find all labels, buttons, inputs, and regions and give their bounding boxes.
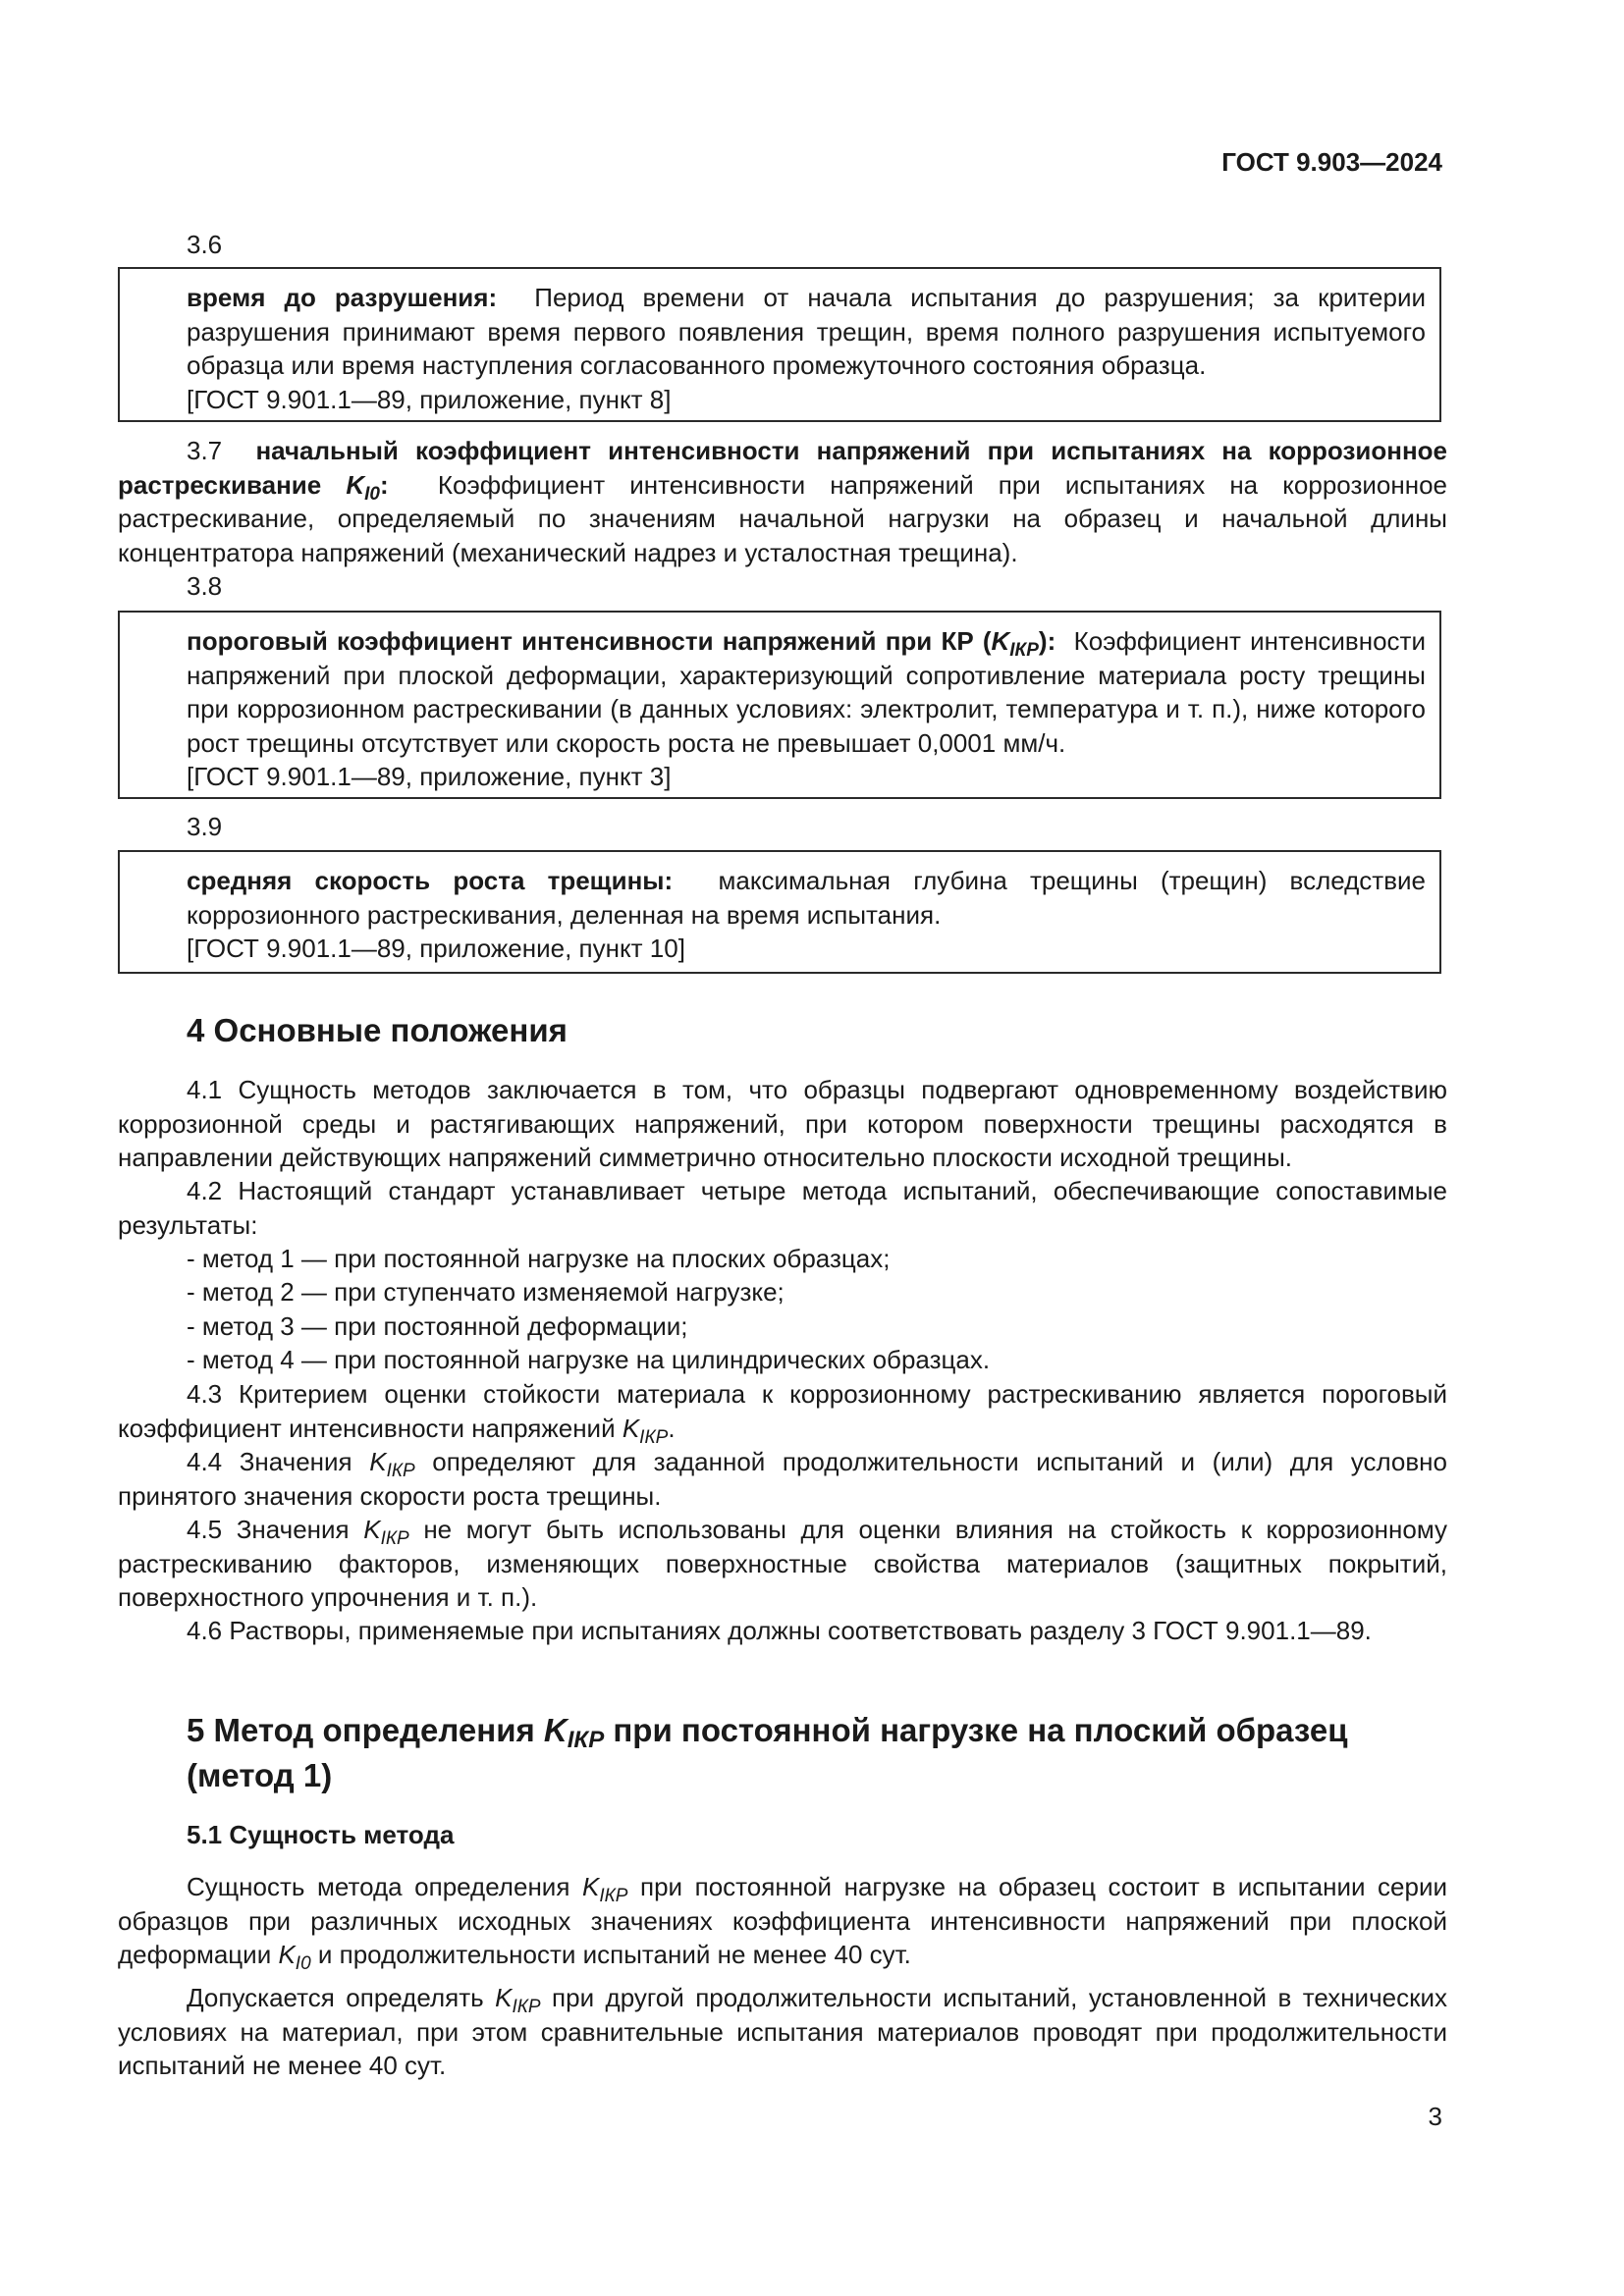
term-def-3-6: Период времени от начала испытания до разрушения; за критерии разрушения принимают время первого появления трещин, время полного разрушения испытуемого образца или время наступления согласованного промежуточного состояния образца.	[187, 283, 1427, 380]
definition-box-3-9	[118, 850, 1441, 974]
term-3-9: средняя скорость роста трещины:	[187, 866, 674, 895]
list-item: - метод 1 — при постоянной нагрузке на плоских образцах;	[187, 1244, 891, 1273]
paragraph-4-5: 4.5 Значения $K_{IКР}$ не могут быть использованы для оценки влияния на стойкость к коррозионному растрескиванию факторов, изменяющих поверхностные свойства материалов (защитных покрытий, поверхностного упрочнения и т. п.).	[118, 1515, 1447, 1612]
paragraph-4-3: 4.3 Критерием оценки стойкости материала к коррозионному растрескиванию является пороговый коэффициент интенсивности напряжений $K_{IКР}$.	[118, 1379, 1447, 1448]
reference-3-6: [ГОСТ 9.901.1—89, приложение, пункт 8]	[187, 384, 672, 414]
page-number: 3	[1428, 2102, 1442, 2131]
definition-3-7	[118, 434, 1447, 569]
term-def-3-9: максимальная глубина трещины (трещин) вследствие коррозионного растрескивания, деленная на время испытания.	[187, 866, 1427, 930]
clause-number-3-9: 3.9	[187, 812, 223, 841]
paragraph-5-1-b: Допускается определять $K_{IКР}$ при другой продолжительности испытаний, установленной в технических условиях на материал, при этом сравнительные испытания материалов проводят при продолжительности испытаний не менее 40 сут.	[118, 1983, 1447, 2080]
paragraph-4-6: 4.6 Растворы, применяемые при испытаниях должны соответствовать разделу 3 ГОСТ 9.901.1—89.	[187, 1616, 1372, 1645]
term-def-3-7: Коэффициент интенсивности напряжений при испытаниях на коррозионное растрескивание, определяемый по значениям начальной нагрузки на образец и начальной длины концентратора напряжений (механический надрез и усталостная трещина).	[118, 469, 1447, 567]
list-item: - метод 2 — при ступенчато изменяемой нагрузке;	[187, 1277, 785, 1307]
term-3-6: время до разрушения:	[187, 283, 498, 312]
document-header: ГОСТ 9.903—2024	[1221, 147, 1442, 177]
term-3-8: пороговый коэффициент интенсивности напряжений при КР $(K_{IКР})$:	[187, 626, 1056, 661]
section-4-heading: 4 Основные положения	[187, 1012, 568, 1048]
clause-number-3-8: 3.8	[187, 571, 223, 601]
definition-box-3-6	[118, 267, 1441, 422]
list-item: - метод 4 — при постоянной нагрузке на цилиндрических образцах.	[187, 1345, 991, 1374]
paragraph-4-1: 4.1 Сущность методов заключается в том, что образцы подвергают одновременному воздействию коррозионной среды и растягивающих напряжений, при котором поверхности трещины расходятся в направлении действующих напряжений симметрично относительно плоскости исходной трещины.	[118, 1075, 1447, 1172]
definition-3-9	[187, 864, 1426, 932]
term-def-3-8: Коэффициент интенсивности напряжений при плоской деформации, характеризующий сопротивление материала росту трещины при коррозионном растрескивании (в данных условиях: электролит, температура и т. п.), ниже которого рост трещины отсутствует или скорость роста не превышает 0,0001 мм/ч.	[187, 626, 1426, 758]
reference-3-9: [ГОСТ 9.901.1—89, приложение, пункт 10]	[187, 934, 685, 963]
term-3-7: начальный коэффициент интенсивности напряжений при испытаниях на коррозионное растрескивание $K_{I0}$:	[118, 436, 1447, 505]
section-5-heading: 5 Метод определения $K_{IКР}$ при постоянной нагрузке на плоский образец (метод 1)	[187, 1712, 1348, 1793]
clause-number-3-7: 3.7	[187, 436, 223, 465]
reference-3-8: [ГОСТ 9.901.1—89, приложение, пункт 3]	[187, 762, 672, 791]
paragraph-4-4: 4.4 Значения $K_{IКР}$ определяют для заданной продолжительности испытаний и (или) для условно принятого значения скорости роста трещины.	[118, 1447, 1448, 1511]
definition-box-3-8	[118, 611, 1441, 799]
definition-3-6	[187, 281, 1426, 383]
list-item: - метод 3 — при постоянной деформации;	[187, 1311, 688, 1341]
definition-3-8	[187, 624, 1426, 760]
paragraph-5-1-a: Сущность метода определения $K_{IКР}$ при постоянной нагрузке на образец состоит в испытании серии образцов при различных исходных значениях коэффициента интенсивности напряжений при плоской деформации $K_{I0}$ и продолжительности испытаний не менее 40 сут.	[118, 1872, 1448, 1974]
subsection-5-1-heading: 5.1 Сущность метода	[187, 1820, 455, 1849]
paragraph-4-2: 4.2 Настоящий стандарт устанавливает четыре метода испытаний, обеспечивающие сопоставимые результаты:	[118, 1176, 1447, 1240]
clause-number-3-6: 3.6	[187, 230, 223, 259]
